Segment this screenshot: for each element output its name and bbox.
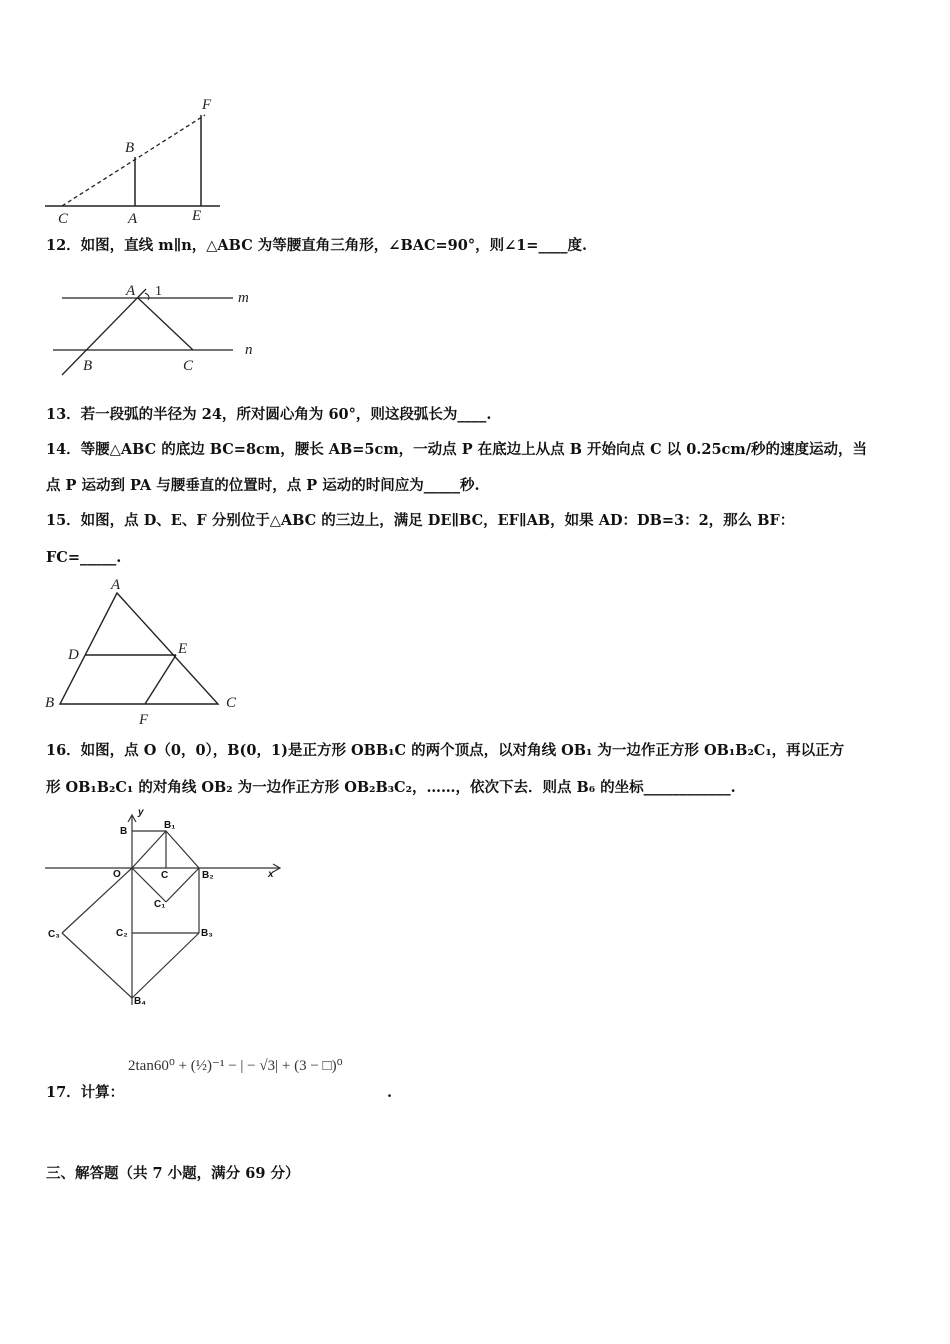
question-12: 12．如图，直线 m∥n，△ABC 为等腰直角三角形，∠BAC=90°，则∠1=____度.	[46, 237, 588, 254]
label-B: B	[45, 695, 55, 711]
label-A: A	[128, 211, 138, 227]
label-B: B	[83, 358, 93, 374]
question-17-label: 17．计算：	[46, 1084, 125, 1101]
figure-q15	[40, 576, 245, 728]
label-A: A	[126, 283, 136, 299]
question-13: 13．若一段弧的半径为 24，所对圆心角为 60°，则这段弧长为____.	[46, 406, 492, 423]
label-C: C	[58, 211, 69, 227]
label-m: m	[238, 290, 249, 306]
question-14-line1: 14．等腰△ABC 的底边 BC=8cm，腰长 AB=5cm，一动点 P 在底边上从点 B 开始向点 C 以 0.25cm/秒的速度运动，当	[46, 441, 867, 458]
question-17-end: .	[387, 1084, 393, 1101]
label-x: x	[268, 869, 274, 880]
question-16-line2: 形 OB₁B₂C₁ 的对角线 OB₂ 为一边作正方形 OB₂B₃C₂，……，依次下去．则点 B₆ 的坐标____________.	[46, 779, 736, 796]
label-C: C	[183, 358, 194, 374]
label-A: A	[111, 577, 121, 593]
label-n: n	[245, 342, 253, 358]
formula-q17: 2tan60⁰ + (½)⁻¹ − | − √3| + (3 − □)⁰	[128, 1058, 343, 1074]
label-E: E	[178, 641, 188, 657]
question-16-line1: 16．如图，点 O（0，0），B(0，1)是正方形 OBB₁C 的两个顶点，以对角线 OB₁ 为一边作正方形 OB₁B₂C₁，再以正方	[46, 742, 845, 759]
label-angle-1: 1	[155, 284, 162, 299]
section-3-heading: 三、解答题（共 7 小题，满分 69 分）	[46, 1165, 300, 1182]
label-B3: B₃	[201, 928, 213, 939]
label-B: B	[125, 140, 135, 156]
label-y: y	[138, 807, 144, 818]
label-C: C	[161, 870, 169, 881]
label-O: O	[113, 869, 121, 880]
label-F: F	[202, 97, 212, 113]
label-B: B	[120, 826, 128, 837]
label-B1: B₁	[164, 820, 176, 831]
question-14-line2: 点 P 运动到 PA 与腰垂直的位置时，点 P 运动的时间应为_____秒.	[46, 477, 480, 494]
label-B4: B₄	[134, 996, 146, 1007]
question-15-line1: 15．如图，点 D、E、F 分别位于△ABC 的三边上，满足 DE∥BC，EF∥AB，如果 AD：DB=3：2，那么 BF：	[46, 512, 795, 529]
label-D: D	[68, 647, 79, 663]
label-F: F	[139, 712, 149, 728]
label-C3: C₃	[48, 929, 60, 940]
label-B2: B₂	[202, 870, 214, 881]
figure-q16	[40, 805, 290, 1010]
label-C2: C₂	[116, 928, 128, 939]
figure-q11	[40, 95, 230, 230]
label-C1: C₁	[154, 899, 166, 910]
figure-q12	[48, 278, 263, 378]
label-C: C	[226, 695, 237, 711]
label-E: E	[192, 208, 202, 224]
question-15-line2: FC=_____.	[46, 549, 122, 566]
